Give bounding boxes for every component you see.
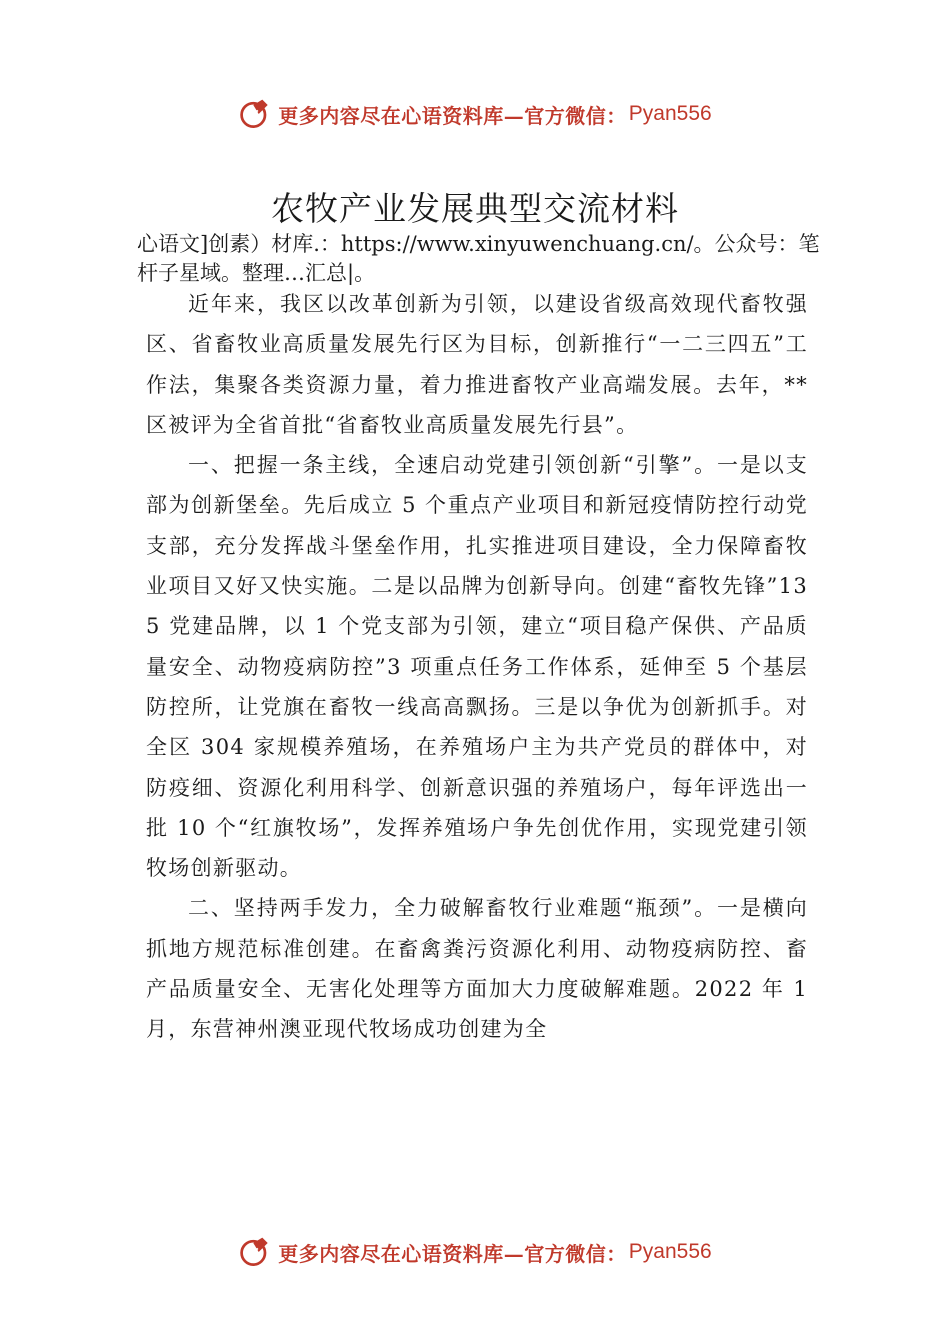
document-title: 农牧产业发展典型交流材料 <box>271 189 679 228</box>
pen-nib-logo-icon <box>238 1234 274 1270</box>
footer-watermark-banner <box>0 1232 950 1272</box>
banner-wechat-handle: Pyan556 <box>628 1240 712 1263</box>
pen-nib-logo-icon <box>238 96 274 132</box>
banner-slogan: 更多内容尽在心语资料库—官方微信： <box>278 1241 627 1266</box>
source-note: 心语文]创素）材库.：https://www.xinyuwenchuang.cn/。公众号：笔杆子星域。整理…汇总|。 <box>137 232 820 285</box>
paragraph-section-one: 一、把握一条主线，全速启动党建引领创新“引擎”。一是以支部为创新堡垒。先后成立 5 个重点产业项目和新冠疫情防控行动党支部，充分发挥战斗堡垒作用，扎实推进项目建设，全力保障畜牧业项目又好又快实施。二是以品牌为创新导向。创建“畜牧先锋”135 党建品牌，以 1 个党支部为引领，建立“项目稳产保供、产品质量安全、动物疫病防控”3 项重点任务工作体系，延伸至 5 个基层防控所，让党旗在畜牧一线高高飘扬。三是以争优为创新抓手。对全区 304 家规模养殖场，在养殖场户主为共产党员的群体中，对防疫细、资源化利用科学、创新意识强的养殖场户，每年评选出一批 10 个“红旗牧场”，发挥养殖场户争先创优作用，实现党建引领牧场创新驱动。 <box>146 453 808 881</box>
document-body <box>146 284 808 1050</box>
paragraph-section-two: 二、坚持两手发力，全力破解畜牧行业难题“瓶颈”。一是横向抓地方规范标准创建。在畜禽粪污资源化利用、动物疫病防控、畜产品质量安全、无害化处理等方面加大力度破解难题。2022 年 1 月，东营神州澳亚现代牧场成功创建为全 <box>146 896 808 1042</box>
header-watermark-banner <box>0 94 950 134</box>
paragraph-intro: 近年来，我区以改革创新为引领，以建设省级高效现代畜牧强区、省畜牧业高质量发展先行区为目标，创新推行“一二三四五”工作法，集聚各类资源力量，着力推进畜牧产业高端发展。去年，**区被评为全省首批“省畜牧业高质量发展先行县”。 <box>146 292 808 437</box>
banner-slogan: 更多内容尽在心语资料库—官方微信： <box>278 103 627 128</box>
banner-wechat-handle: Pyan556 <box>628 102 712 125</box>
